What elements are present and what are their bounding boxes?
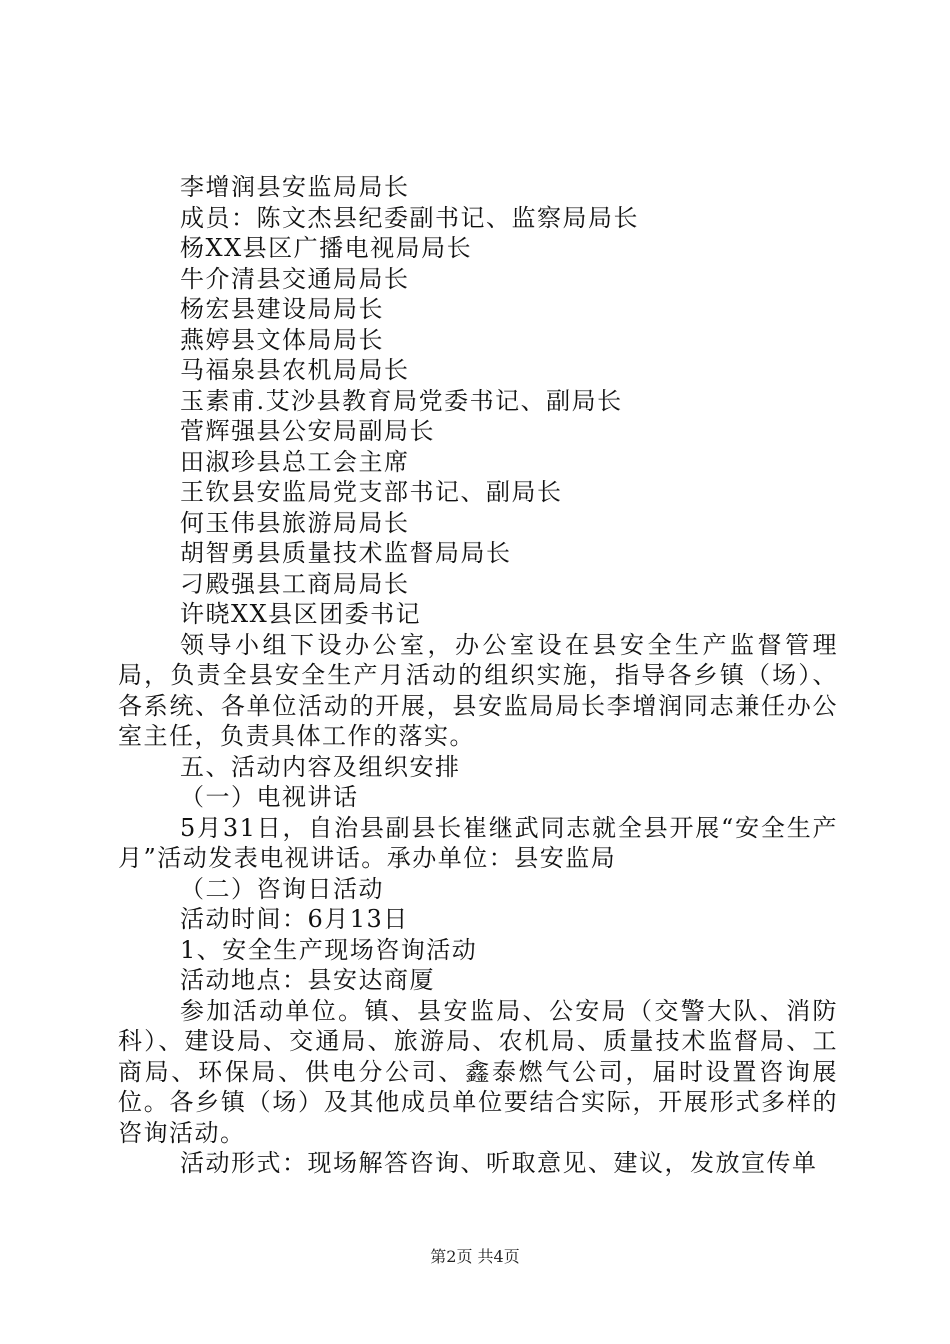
item-one-heading: 1、安全生产现场咨询活动 [180,935,478,964]
member-line-12: 何玉伟县旅游局局长 [180,508,410,537]
member-line-11: 王钦县安监局党支部书记、副局长 [180,478,563,506]
office-paragraph: 领导小组下设办公室，办公室设在县安全生产监督管理局，负责全县安全生产月活动的组织实施，指导各乡镇（场）、各系统、各单位活动的开展，县安监局局长李增润同志兼任办公室主任，负责具体工作的落实。 [118,630,838,750]
subheading-consultation-day: （二）咨询日活动 [180,874,384,903]
member-line-9: 菅辉强县公安局副局长 [180,417,435,445]
member-line-13: 胡智勇县质量技术监督局局长 [180,539,512,567]
member-line-10: 田淑珍县总工会主席 [180,447,410,476]
member-line-3: 杨XX县区广播电视局局长 [180,234,473,262]
member-line-1: 李增润县安监局局长 [180,173,410,201]
page-footer: 第2页 共4页 [430,1247,520,1266]
member-line-8: 玉素甫.艾沙县教育局党委书记、副局长 [180,386,623,415]
member-line-2: 成员：陈文杰县纪委副书记、监察局局长 [180,203,639,232]
member-line-4: 牛介清县交通局局长 [180,264,410,293]
participants-paragraph: 参加活动单位。镇、县安监局、公安局（交警大队、消防科）、建设局、交通局、旅游局、农机局、质量技术监督局、工商局、环保局、供电分公司、鑫泰燃气公司，届时设置咨询展位。各乡镇（场）及其他成员单位要结合实际，开展形式多样的咨询活动。 [118,996,838,1147]
member-line-7: 马福泉县农机局局长 [180,356,410,384]
member-line-14: 刁殿强县工商局局长 [180,569,410,598]
subheading-tv-speech: （一）电视讲话 [180,783,359,811]
section-heading-five: 五、活动内容及组织安排 [180,752,461,781]
activity-time: 活动时间：6月13日 [180,905,409,933]
activity-place: 活动地点：县安达商厦 [180,966,435,994]
tv-speech-paragraph: 5月31日，自治县副县长崔继武同志就全县开展“安全生产月”活动发表电视讲话。承办单位：县安监局 [118,813,838,872]
member-line-6: 燕婷县文体局局长 [180,325,384,354]
member-line-15: 许晓XX县区团委书记 [180,600,422,628]
activity-form: 活动形式：现场解答咨询、听取意见、建议，发放宣传单 [180,1149,818,1177]
member-line-5: 杨宏县建设局局长 [180,295,384,323]
document-body [118,172,838,1179]
